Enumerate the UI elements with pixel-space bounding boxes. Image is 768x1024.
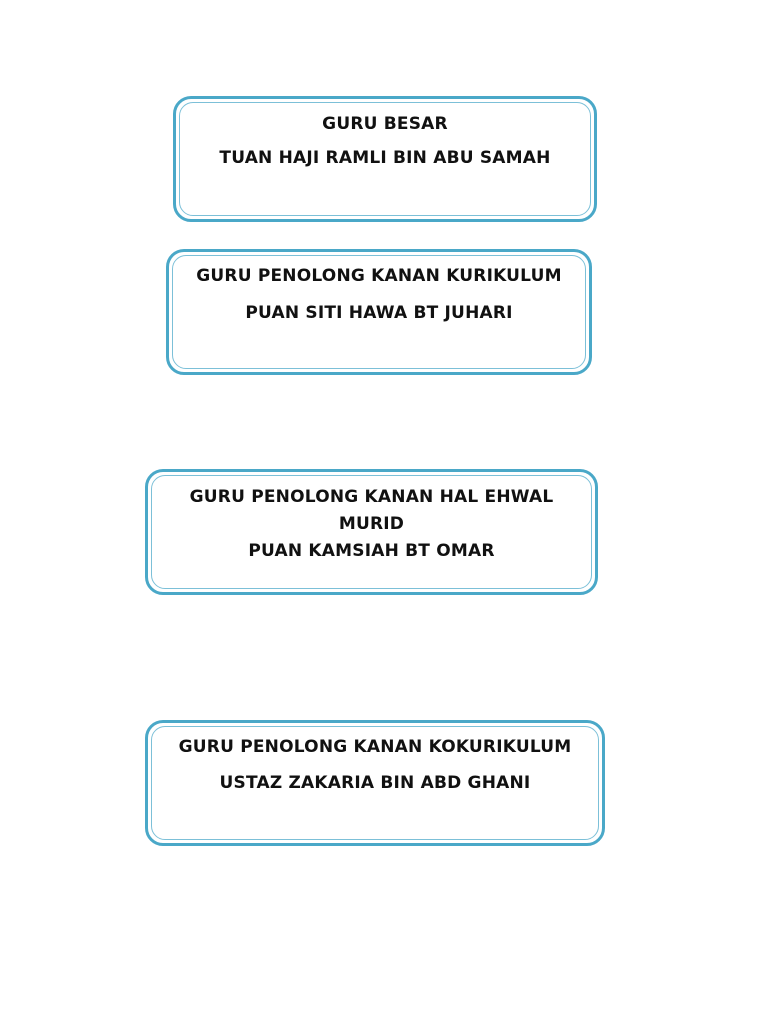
card-title: GURU PENOLONG KANAN KOKURIKULUM bbox=[178, 737, 572, 757]
card-title-line-1: GURU PENOLONG KANAN HAL EHWAL bbox=[189, 487, 554, 507]
card-guru-besar bbox=[173, 96, 597, 222]
card-gpk-kokurikulum bbox=[145, 720, 605, 846]
card-gpk-hal-ehwal-murid bbox=[145, 469, 598, 595]
card-title: GURU PENOLONG KANAN KURIKULUM bbox=[196, 266, 562, 286]
card-gpk-kurikulum bbox=[166, 249, 592, 375]
card-title-line-2: MURID bbox=[338, 514, 405, 534]
card-name: PUAN KAMSIAH BT OMAR bbox=[248, 541, 495, 561]
card-name: USTAZ ZAKARIA BIN ABD GHANI bbox=[219, 773, 531, 793]
card-name: PUAN SITI HAWA BT JUHARI bbox=[245, 303, 513, 323]
card-title: GURU BESAR bbox=[322, 114, 448, 134]
card-name: TUAN HAJI RAMLI BIN ABU SAMAH bbox=[219, 148, 551, 168]
